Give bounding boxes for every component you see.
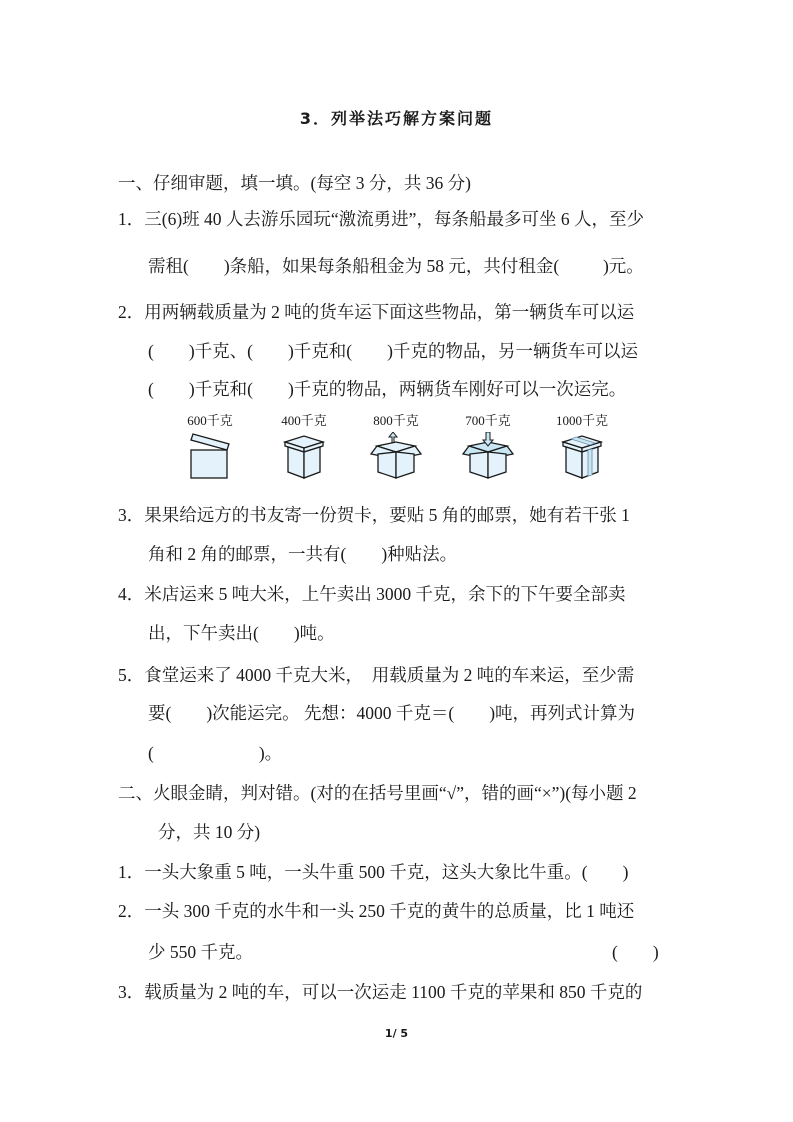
s1-q2-line3: ( )千克和( )千克的物品，两辆货车刚好可以一次运完。 [148, 379, 627, 399]
s1-q5-line2: 要( )次能运完。 先想：4000 千克＝( )吨，再列式计算为 [148, 703, 636, 723]
goods-illustration [180, 412, 620, 492]
open-box-arrow-up-icon [369, 432, 423, 480]
s1-q4-line2: 出，下午卖出( )吨。 [148, 623, 335, 643]
answer-bracket[interactable]: ( ) [612, 942, 659, 962]
s2-q2-line2: 少 550 千克。 [148, 942, 253, 962]
goods-item [170, 412, 250, 480]
goods-weight-label: 600千克 [187, 413, 233, 428]
s2-q3-line1: 3．载质量为 2 吨的车，可以一次运走 1100 千克的苹果和 850 千克的 [118, 982, 643, 1002]
goods-item [448, 412, 528, 480]
s2-q2-line1: 2．一头 300 千克的水牛和一头 250 千克的黄牛的总质量，比 1 吨还 [118, 901, 635, 921]
section1-heading: 一、仔细审题，填一填。(每空 3 分，共 36 分) [118, 173, 471, 193]
s1-q1-line2: 需租( )条船，如果每条船租金为 58 元，共付租金( )元。 [148, 256, 644, 276]
taped-box-icon [557, 432, 607, 480]
goods-item [542, 412, 622, 480]
s1-q2-line2: ( )千克、( )千克和( )千克的物品，另一辆货车可以运 [148, 341, 638, 361]
section2-heading-cont: 分，共 10 分) [158, 822, 261, 842]
page-title: 3．列举法巧解方案问题 [299, 109, 494, 128]
open-box-arrow-down-icon [461, 432, 515, 480]
s1-q5-line1: 5．食堂运来了 4000 千克大米， 用载质量为 2 吨的车来运，至少需 [118, 665, 635, 685]
s1-q3-line1: 3．果果给远方的书友寄一份贺卡，要贴 5 角的邮票，她有若干张 1 [118, 505, 630, 525]
s2-q1-line1: 1．一头大象重 5 吨，一头牛重 500 千克，这头大象比牛重。( ) [118, 862, 629, 882]
s1-q1-line1: 1．三(6)班 40 人去游乐园玩“激流勇进”，每条船最多可坐 6 人，至少 [118, 209, 644, 229]
section2-heading: 二、火眼金睛，判对错。(对的在括号里画“√”，错的画“×”)(每小题 2 [118, 783, 637, 803]
closed-box-icon [279, 432, 329, 480]
goods-weight-label: 800千克 [373, 413, 419, 428]
goods-weight-label: 1000千克 [555, 413, 608, 428]
open-lid-box-icon [185, 432, 235, 480]
s1-q4-line1: 4．米店运来 5 吨大米，上午卖出 3000 千克，余下的下午要全部卖 [118, 584, 626, 604]
goods-weight-label: 700千克 [465, 413, 511, 428]
s1-q5-line3: ( )。 [148, 743, 283, 763]
goods-item [356, 412, 436, 480]
s1-q3-line2: 角和 2 角的邮票，一共有( )种贴法。 [148, 544, 458, 564]
s1-q2-line1: 2．用两辆载质量为 2 吨的货车运下面这些物品，第一辆货车可以运 [118, 302, 635, 322]
goods-weight-label: 400千克 [281, 413, 327, 428]
goods-item [264, 412, 344, 480]
page-number: 1/ 5 [384, 1027, 409, 1040]
